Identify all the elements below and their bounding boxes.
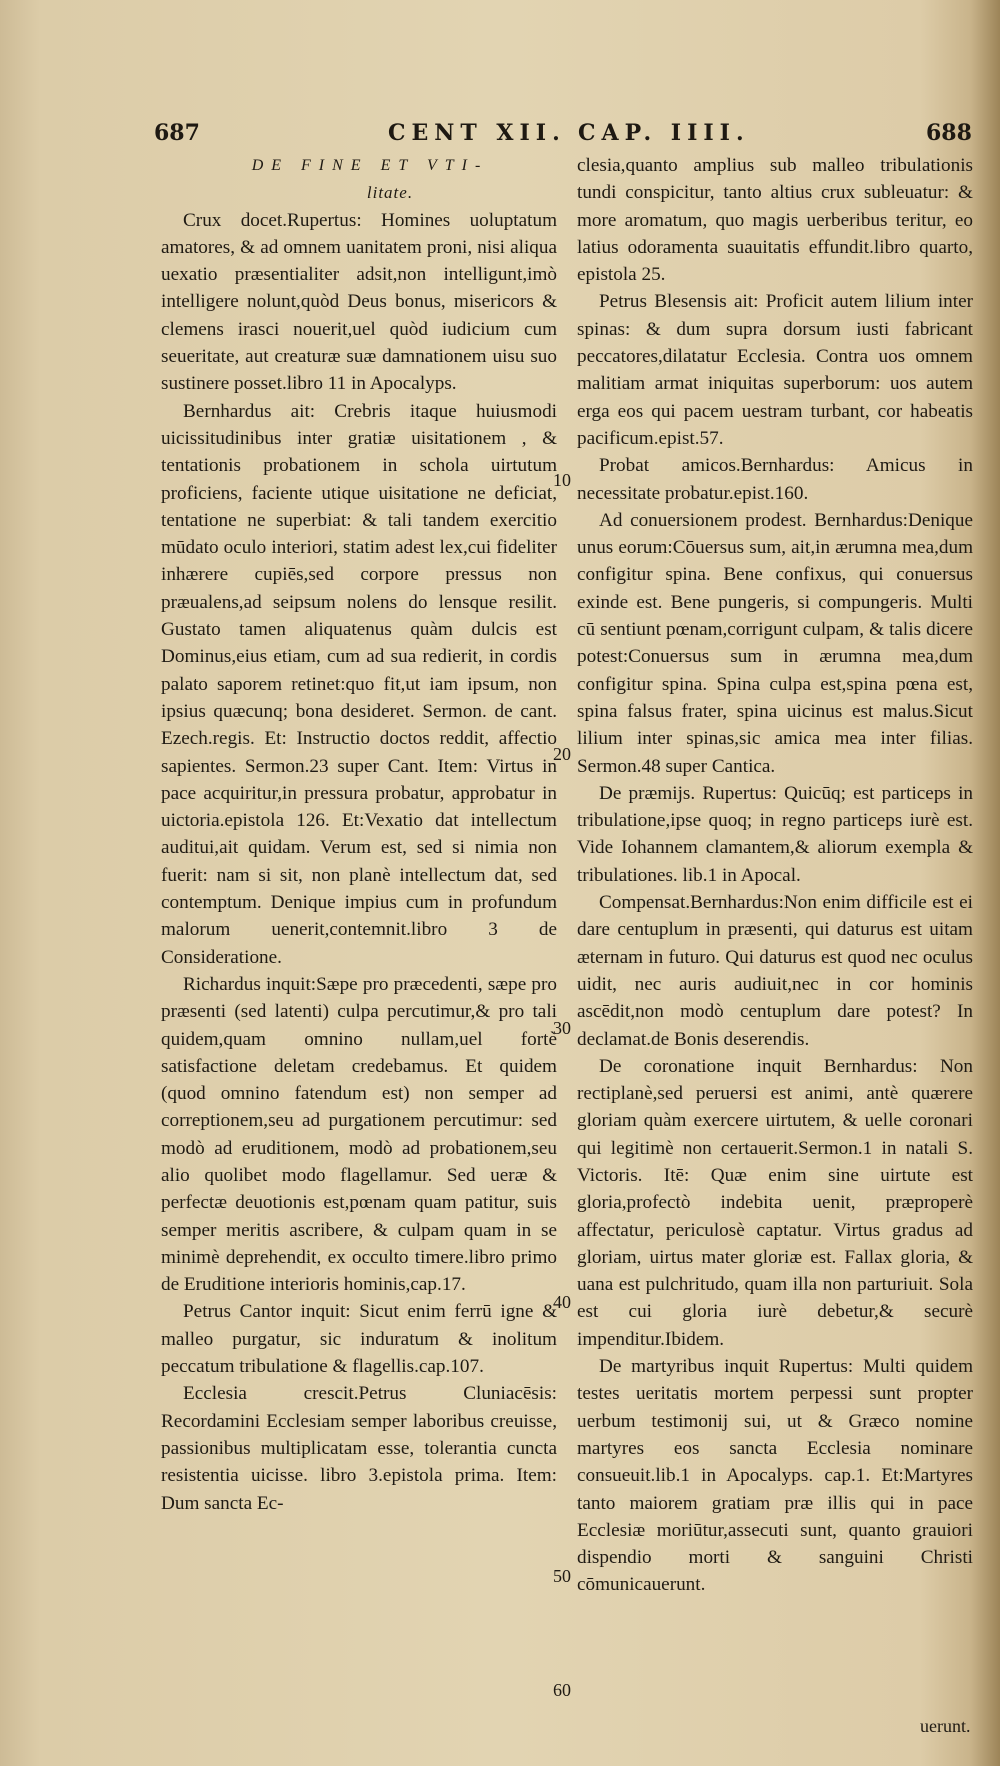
page-number-left: 687 xyxy=(154,120,200,146)
line-number: 30 xyxy=(553,1018,571,1038)
paragraph: clesia,quanto amplius sub malleo tribulationis tundi conspicitur, tanto altius crux subleuatur: & more aromatum, quo magis uerberibus teritur, eo latius odoramenta suauitatis effundit.libro quarto, epistola 25. xyxy=(577,155,973,286)
paragraph: De præmijs. Rupertus: Quicūq; est particeps in tribulatione,ipse quoq; in regno particeps iurè est. Vide Iohannem clamantem,& aliorum exempla & tribulationes. lib.1 in Apocal. xyxy=(577,782,973,886)
section-heading: DE FINE ET VTI- xyxy=(251,157,489,174)
left-column xyxy=(161,152,557,1517)
catchword: uerunt. xyxy=(920,1716,971,1736)
line-number: 60 xyxy=(553,1680,571,1700)
paragraph: Probat amicos.Bernhardus: Amicus in necessitate probatur.epist.160. xyxy=(577,455,973,504)
paragraph: Petrus Blesensis ait: Proficit autem lilium inter spinas: & dum supra dorsum iusti fabricant peccatores,dilatatur Ecclesia. Contra uos omnem malitiam armat iniquitas superborum: uos autem erga eos qui pacem uestram turbant, cor habeatis pacificum.epist.57. xyxy=(577,291,973,449)
paragraph: Ecclesia crescit.Petrus Cluniacēsis: Recordamini Ecclesiam semper laboribus creuisse, passionibus multiplicatam esse, tolerantia cuncta resistentia uicisse. libro 3.epistola prima. Item: Dum sancta Ec- xyxy=(161,1383,557,1514)
running-header xyxy=(0,120,1000,152)
section-heading-continued: litate. xyxy=(366,183,414,203)
page-number-right: 688 xyxy=(926,120,972,146)
line-number: 40 xyxy=(553,1292,571,1312)
line-number: 10 xyxy=(553,470,571,490)
paragraph: Petrus Cantor inquit: Sicut enim ferrū igne & malleo purgatur, sic induratum & inolitum peccatum tribulatione & flagellis.cap.107. xyxy=(161,1301,557,1378)
running-title-right: CAP. IIII. xyxy=(578,120,750,146)
paragraph: De coronatione inquit Bernhardus: Non rectiplanè,sed peruersi est animi, antè quærere gloriam quàm exercere uirtutem, & uelle coronari qui legitimè non certauerit.Sermon.1 in natali S. Victoris. Itē: Quæ enim sine uirtute est gloria,profectò indebita uenit, præproperè affectatur, periculosè captatur. Virtus gradus ad gloriam, uirtus mater gloriæ est. Fallax gloria, & uana est pulchritudo, quam illa non parturiuit. Sola est cui gloria iurè debetur,& securè impenditur.Ibidem. xyxy=(577,1055,973,1350)
paragraph: Crux docet.Rupertus: Homines uoluptatum amatores, & ad omnem uanitatem proni, nisi aliqua uexatio præsentialiter adsit,non intelligunt,imò intelligere nolunt,quòd Deus bonus, misericors & clemens irasci nouerit,uel quòd iudicium cum seueritate, aut creaturæ suæ damnationem uisu suo sustinere posset.libro 11 in Apocalyps. xyxy=(161,209,557,395)
right-column xyxy=(577,152,973,1599)
paragraph: Compensat.Bernhardus:Non enim difficile est ei dare centuplum in præsenti, qui daturus est uitam æternam in futuro. Qui daturus est quod nec oculus uidit, nec auris audiuit,nec in cor hominis ascēdit,non modò centuplum dare potest? In declamat.de Bonis deserendis. xyxy=(577,892,973,1050)
paragraph: Ad conuersionem prodest. Bernhardus:Denique unus eorum:Cōuersus sum, ait,in ærumna mea,dum configitur spina. Bene confixus, qui conuersus exinde est. Bene pungeris, si compungeris. Multi cū sentiunt pœnam,corrigunt culpam, & talis dicere potest:Conuersus sum in ærumna mea,dum configitur spina. Spina culpa est,spina pœna est, spina falsus frater, spina uicinus est malus.Sicut lilium inter spinas,sic amica mea inter filias. Sermon.48 super Cantica. xyxy=(577,509,973,777)
line-number: 20 xyxy=(553,744,571,764)
line-number: 50 xyxy=(553,1566,571,1586)
paragraph: De martyribus inquit Rupertus: Multi quidem testes ueritatis mortem perpessi sunt propter uerbum testimonij sui, ut & Græco nomine martyres eos sancta Ecclesia nominare consueuit.lib.1 in Apocalyps. cap.1. Et:Martyres tanto maiorem gratiam præ illis qui in pace Ecclesiæ moriūtur,assecuti sunt, quanto grauiori dispendio morti & sanguini Christi cōmunicauerunt. xyxy=(577,1356,973,1596)
paragraph: Richardus inquit:Sæpe pro præcedenti, sæpe pro præsenti (sed latenti) culpa percutimur,& pro tali quidem,quam omnino nullam,uel fortè satisfactione deletam credebamus. Et quidem (quod omnino fatendum est) non semper ad correptionem,seu ad purgationem percutimur: sed modò ad eruditionem, modò ad probationem,seu alio quolibet modo flagellamur. Sed ueræ & perfectæ deuotionis est,pœnam quam patitur, suis semper meritis ascribere, & culpam quam in se minimè deprehendit, ex occulto timere.libro primo de Eruditione interioris hominis,cap.17. xyxy=(161,973,557,1296)
paragraph: Bernhardus ait: Crebris itaque huiusmodi uicissitudinibus inter gratiæ uisitationem , & tentationis probationem in schola uirtutum proficiens, faciente utique uisitatione ne deficiat, tentatione ne superbiat: & tali tandem exercitio mūdato oculo interiori, statim adest lex,cui fideliter inhærere cupiēs,sed corpore pressus non præualens,ad seipsum nolens do lensque resilit. Gustato tamen aliquatenus quàm dulcis est Dominus,eius etiam, cum ad sua redierit, in cordis palato saporem retinet:quo fit,ut iam ipsum, non ipsius quæcunq; bona desideret. Sermon. de cant. Ezech.regis. Et: Instructio doctos reddit, affectio sapientes. Sermon.23 super Cant. Item: Virtus in pace acquiritur,in pressura probatur, approbatur in uictoria.epistola 126. Et:Vexatio dat intellectum auditui,ait quidam. Verum est, sed si nimia non fuerit: nam si sit, non planè intellectum dat, sed contemptum. Denique impius cum in profundum malorum uenerit,contemnit.libro 3 de Consideratione. xyxy=(161,400,557,968)
running-title-left: CENT XII. xyxy=(388,120,566,146)
